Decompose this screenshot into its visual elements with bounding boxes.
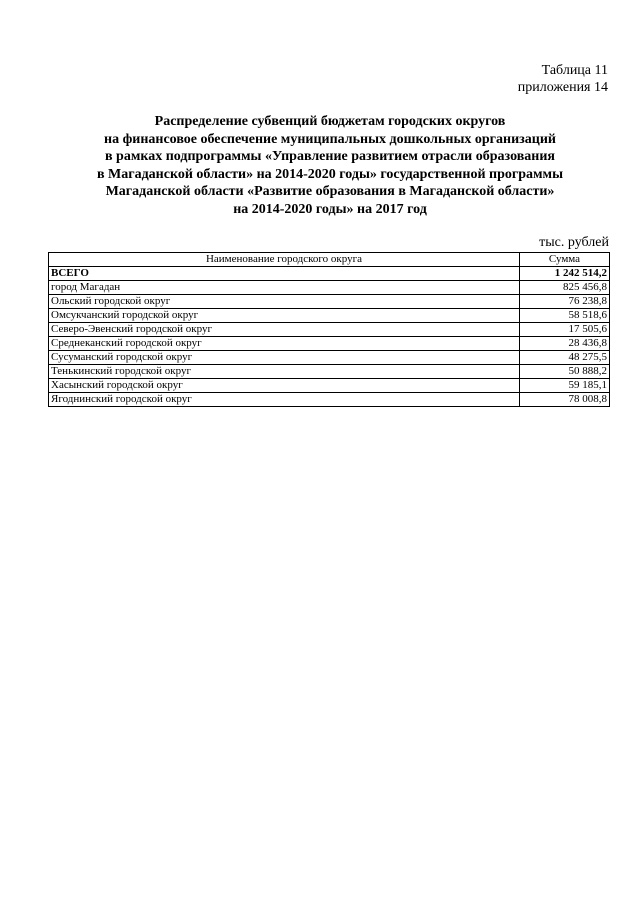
district-name: Ягоднинский городской округ [49,393,520,407]
district-name: Омсукчанский городской округ [49,309,520,323]
district-name: Сусуманский городской округ [49,351,520,365]
title-line: Распределение субвенций бюджетам городских округов [154,114,506,129]
district-name: Ольский городской округ [49,295,520,309]
title-line: в Магаданской области» на 2014-2020 годы» государственной программы [96,166,564,182]
total-label: ВСЕГО [49,267,520,281]
district-sum: 825 456,8 [520,281,610,295]
table-row [49,365,610,379]
table-row [49,281,610,295]
header-sum: Сумма [520,253,610,267]
title-line: на 2014-2020 годы» на 2017 год [233,201,427,217]
table-row [49,323,610,337]
district-name: Тенькинский городской округ [49,365,520,379]
table-row [49,393,610,407]
district-name: город Магадан [49,281,520,295]
district-sum: 58 518,6 [520,309,610,323]
table-row [49,295,610,309]
header-district-name: Наименование городского округа [49,253,520,267]
title-line: в рамках подпрограммы «Управление развитием отрасли образования [104,149,556,164]
district-sum: 76 238,8 [520,295,610,309]
units-label: тыс. рублей [539,235,609,250]
district-sum: 28 436,8 [520,337,610,351]
table-row [49,337,610,351]
district-name: Северо-Эвенский городской округ [49,323,520,337]
table-row [49,309,610,323]
district-sum: 17 505,6 [520,323,610,337]
table-row [49,351,610,365]
district-name: Среднеканский городской округ [49,337,520,351]
appendix-annex-number: приложения 14 [517,80,608,95]
appendix-table-number: Таблица 11 [541,63,608,78]
district-sum: 48 275,5 [520,351,610,365]
appendix-reference [518,62,608,96]
title-line: на финансовое обеспечение муниципальных дошкольных организаций [104,131,556,147]
total-row [49,267,610,281]
title-line: Магаданской области «Развитие образования в Магаданской области» [105,184,555,199]
subsidy-table [48,252,610,407]
total-sum: 1 242 514,2 [520,267,610,281]
table-header-row [49,253,610,267]
district-sum: 78 008,8 [520,393,610,407]
table-row [49,379,610,393]
district-sum: 59 185,1 [520,379,610,393]
district-name: Хасынский городской округ [49,379,520,393]
district-sum: 50 888,2 [520,365,610,379]
document-title [40,113,620,218]
